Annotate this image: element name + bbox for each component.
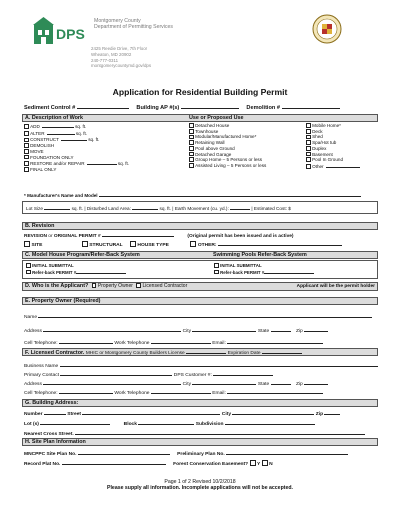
cross-street-row: Nearest Cross Street. <box>24 430 376 437</box>
use-item[interactable]: Group Home – 5 Persons or less <box>189 157 266 163</box>
checkbox[interactable] <box>262 460 268 466</box>
contractor-email-field[interactable] <box>227 389 323 394</box>
forest-no[interactable]: N <box>262 462 273 467</box>
contractor-state-field[interactable] <box>271 380 291 385</box>
agency-address: 2425 Reedie Drive, 7th Floor Wheaton, MD 20902 240-777-0311 montgomerycountymd.gov/dps <box>91 46 152 69</box>
owner-name-field[interactable] <box>38 313 372 318</box>
work-item[interactable]: RESTORE and/or REPAIR sq. ft. <box>24 160 129 167</box>
work-item[interactable]: ADD sq. ft. <box>24 123 129 130</box>
checkbox[interactable] <box>24 161 29 166</box>
building-ap-field[interactable] <box>181 104 239 109</box>
building-city-field[interactable] <box>232 410 314 415</box>
use-item[interactable]: Pool In Ground <box>306 157 360 163</box>
other-field[interactable] <box>218 241 342 246</box>
building-street-field[interactable] <box>82 410 220 415</box>
record-plat-row: Record Plat No. Forest Conservation Easement? Y N <box>24 462 273 467</box>
option-other[interactable]: OTHER: <box>190 243 216 248</box>
work-description-list <box>24 123 129 173</box>
section-c-header: C. Model House Program/Refer-Back System Swimming Pools Refer-Back System <box>22 251 378 259</box>
footer-note: Please supply all information. Incomplete applications will not be accepted. <box>107 485 293 492</box>
site-plan-row: MNCPPC Site Plan No. Preliminary Plan No. <box>24 450 376 457</box>
use-item[interactable]: Shed <box>306 134 360 140</box>
checkbox[interactable] <box>24 143 29 148</box>
work-item[interactable]: DEMOLISH <box>24 143 129 149</box>
checkbox[interactable] <box>24 131 29 136</box>
building-lot-row: Lot (s) Block Subdivision <box>24 420 376 427</box>
contractor-zip-field[interactable] <box>304 380 328 385</box>
checkbox[interactable] <box>250 460 256 466</box>
preliminary-plan-field[interactable] <box>226 450 348 455</box>
section-e-header: E. Property Owner (Required) <box>22 297 378 305</box>
contractor-city-field[interactable] <box>192 380 256 385</box>
pool-options <box>214 263 314 275</box>
work-item[interactable]: CONSTRUCT sq. ft. <box>24 136 129 143</box>
building-number-field[interactable] <box>44 410 66 415</box>
checkbox[interactable] <box>26 263 31 268</box>
checkbox[interactable] <box>306 140 311 145</box>
applicant-property-owner[interactable]: Property Owner <box>92 283 133 289</box>
work-item[interactable]: FOUNDATION ONLY <box>24 155 129 161</box>
section-g-header: G. Building Address: <box>22 399 378 407</box>
original-permit-field[interactable] <box>102 232 174 237</box>
section-b-header: B. Revision <box>22 222 378 230</box>
owner-address-field[interactable] <box>43 327 181 332</box>
checkbox[interactable] <box>24 124 29 129</box>
option-structural[interactable]: STRUCTURAL <box>82 243 123 248</box>
checkbox[interactable] <box>306 164 311 169</box>
mncppc-field[interactable] <box>78 450 170 455</box>
checkbox[interactable] <box>189 140 194 145</box>
section-a-header: A. Description of Work Use or Proposed Use <box>22 114 378 122</box>
contractor-work-phone-field[interactable] <box>151 389 211 394</box>
owner-email-field[interactable] <box>227 339 323 344</box>
owner-work-phone-field[interactable] <box>151 339 211 344</box>
use-item[interactable]: Basement <box>306 152 360 158</box>
checkbox[interactable] <box>92 283 97 288</box>
checkbox[interactable] <box>214 270 219 275</box>
use-item[interactable]: Other <box>306 163 360 170</box>
lot-field[interactable] <box>40 420 110 425</box>
section-f-header: F. Licensed Contractor. MHIC or Montgomery County Builders License Expiration Date <box>22 348 378 356</box>
manufacturer-row: * Manufacturer's Name and Model <box>24 192 376 198</box>
demolition-field[interactable] <box>282 104 340 109</box>
footer <box>0 479 400 492</box>
contractor-address-row: Address City State Zip <box>24 380 376 387</box>
use-item[interactable]: Townhouse <box>189 129 266 135</box>
owner-phone-row: Cell Telephone: Work Telephone Email: <box>24 339 376 346</box>
use-item[interactable]: Retaining Wall <box>189 140 266 146</box>
use-item[interactable]: Mobile Home* <box>306 123 360 129</box>
use-item[interactable]: Duplex <box>306 146 360 152</box>
primary-contact-field[interactable] <box>60 371 172 376</box>
checkbox[interactable] <box>24 155 29 160</box>
agency-name: Montgomery County Department of Permitting Services <box>94 18 173 31</box>
option-site[interactable]: SITE <box>24 243 42 248</box>
building-zip-field[interactable] <box>324 410 340 415</box>
logo-text: DPS <box>56 26 85 42</box>
checkbox[interactable] <box>130 241 136 247</box>
checkbox[interactable] <box>24 138 29 143</box>
checkbox[interactable] <box>306 135 311 140</box>
subdivision-field[interactable] <box>225 420 315 425</box>
referback-permit[interactable]: Refer-back PERMIT # <box>26 269 126 276</box>
building-address-row: Number Street City Zip <box>24 410 376 417</box>
earth-movement-field[interactable] <box>230 205 250 210</box>
checkbox[interactable] <box>214 263 219 268</box>
owner-name-row: Name <box>24 313 376 320</box>
forest-yes[interactable]: Y <box>250 462 261 467</box>
lot-size-field[interactable] <box>44 205 70 210</box>
option-house-type[interactable]: HOUSE TYPE <box>130 243 169 248</box>
pool-referback-permit[interactable]: Refer-back PERMIT # <box>214 269 314 276</box>
page-title: Application for Residential Building Permit <box>112 87 288 97</box>
checkbox[interactable] <box>136 283 141 288</box>
use-list-primary <box>189 123 266 169</box>
page-number: Page 1 of 2 Revised 10/2/2018 <box>164 479 236 485</box>
owner-cell-field[interactable] <box>59 339 113 344</box>
checkbox[interactable] <box>189 146 194 151</box>
checkbox[interactable] <box>189 163 194 168</box>
use-item[interactable]: Detached House <box>189 123 266 129</box>
revision-options <box>24 241 376 248</box>
applicant-licensed-contractor[interactable]: Licensed Contractor <box>136 283 187 289</box>
use-item[interactable]: Pool above Ground <box>189 146 266 152</box>
sediment-control-field[interactable] <box>77 104 129 109</box>
use-item[interactable]: Assisted Living – 5 Persons or less <box>189 163 266 169</box>
checkbox[interactable] <box>24 167 29 172</box>
checkbox[interactable] <box>24 149 29 154</box>
owner-address-row: Address City State Zip <box>24 327 376 334</box>
top-fields: Sediment Control # Building AP #(s) Demolition # <box>24 104 376 111</box>
pool-initial-submittal[interactable]: INITIAL SUBMITTAL <box>214 263 314 269</box>
disturbed-area-field[interactable] <box>132 205 158 210</box>
checkbox[interactable] <box>306 123 311 128</box>
manufacturer-field[interactable] <box>99 192 361 197</box>
license-field[interactable] <box>186 349 226 354</box>
contractor-cell-field[interactable] <box>59 389 113 394</box>
use-item[interactable]: Spa/Hot tub <box>306 140 360 146</box>
checkbox[interactable] <box>189 123 194 128</box>
section-h-header: H. Site Plan Information <box>22 438 378 446</box>
expiration-field[interactable] <box>262 349 302 354</box>
use-item[interactable]: Deck <box>306 129 360 135</box>
checkbox[interactable] <box>26 270 31 275</box>
use-item[interactable]: Detached Garage <box>189 152 266 158</box>
cross-street-field[interactable] <box>75 430 365 435</box>
primary-contact-row: Primary Contact DPS Customer #: <box>24 371 376 378</box>
checkbox[interactable] <box>306 129 311 134</box>
use-list-secondary <box>306 123 360 170</box>
checkbox[interactable] <box>190 241 196 247</box>
work-item[interactable]: ALTER sq. ft. <box>24 130 129 137</box>
owner-city-field[interactable] <box>192 327 256 332</box>
revision-row: REVISION or ORIGINAL PERMIT # (Original permit has been issued and is active) <box>24 234 294 239</box>
checkbox[interactable] <box>306 146 311 151</box>
contractor-address-field[interactable] <box>43 380 181 385</box>
contractor-phone-row: Cell Telephone: Work Telephone Email: <box>24 389 376 396</box>
model-house-options <box>26 263 126 275</box>
business-name-row: Business Name <box>24 362 376 369</box>
owner-state-field[interactable] <box>271 327 291 332</box>
checkbox[interactable] <box>189 152 194 157</box>
county-seal-icon <box>312 14 342 44</box>
dps-logo <box>33 16 91 46</box>
section-d-header: D. Who is the Applicant? Property Owner Licensed Contractor Applicant will be the permit holder <box>22 282 378 291</box>
lot-info-row: Lot Size sq. ft. | Disturbed Land Area: sq. ft. | Earth Movement (cu. yd.): | Estimated Cost: $ <box>26 206 291 211</box>
checkbox[interactable] <box>306 152 311 157</box>
business-name-field[interactable] <box>60 362 378 367</box>
dps-customer-field[interactable] <box>213 371 273 376</box>
checkbox[interactable] <box>189 129 194 134</box>
checkbox[interactable] <box>189 135 194 140</box>
checkbox[interactable] <box>306 157 311 162</box>
block-field[interactable] <box>138 420 194 425</box>
owner-zip-field[interactable] <box>304 327 328 332</box>
work-item[interactable]: MOVE <box>24 149 129 155</box>
checkbox[interactable] <box>189 157 194 162</box>
use-item[interactable]: Modular/Manufactured Home* <box>189 134 266 140</box>
initial-submittal[interactable]: INITIAL SUBMITTAL <box>26 263 126 269</box>
checkbox[interactable] <box>82 241 88 247</box>
record-plat-field[interactable] <box>62 460 166 465</box>
checkbox[interactable] <box>24 241 30 247</box>
work-item[interactable]: FINAL ONLY <box>24 167 129 173</box>
